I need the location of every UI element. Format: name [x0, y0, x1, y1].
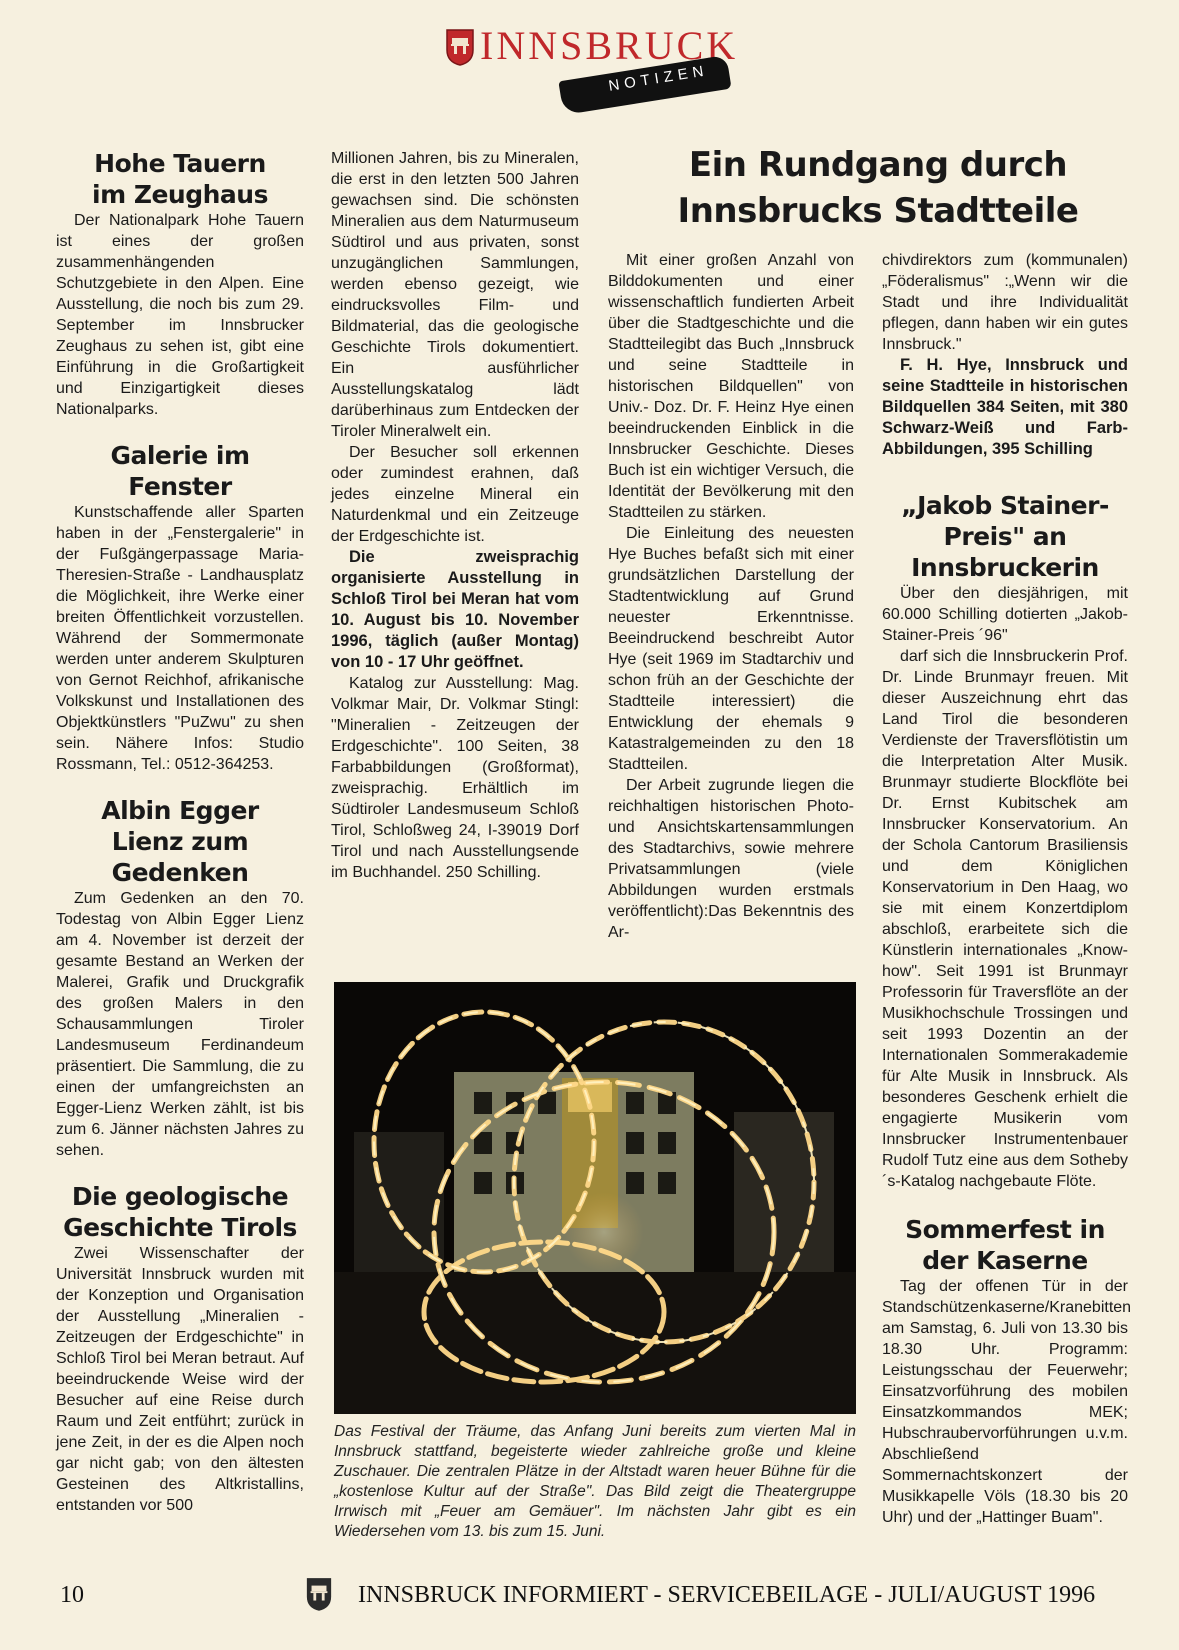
article-paragraph: Der Besucher soll erkennen oder zumindest erahnen, daß jedes einzelne Mineral ein Naturdenkmal und ein Zeitzeuge der Erdgeschichte ist. — [331, 444, 579, 545]
column-2 — [331, 148, 579, 883]
article-paragraph: darf sich die Innsbruckerin Prof. Dr. Linde Brunmayr freuen. Mit dieser Auszeichnung ehrt das Land Tirol die besonderen Verdienste der Traversflötistin um die Interpretation Alter Musik. Brunmayr studierte Blockflöte bei Dr. Ernst Kubitschek am Innsbrucker Konservatorium. An der Schola Cantorum Brasiliensis und dem Königlichen Konservatorium in Den Haag, wo sie mit einem Konzertdiplom abschloß, erarbeitete sich die Künstlerin internationales „Know-how". Seit 1991 ist Brunmayr Professorin für Traversflöte an der Musikhochschule Trossingen und seit 1993 Dozentin an der Internationalen Sommerakademie für Alte Musik in Innsbruck. Als besonderes Geschenk erhielt die engagierte Musikerin vom Innsbrucker Instrumentenbauer Rudolf Tutz eine aus dem Sotheby´s-Katalog nachgebaute Flöte. — [882, 648, 1128, 1190]
heading-line: der Kaserne — [922, 1246, 1088, 1275]
article-highlight: F. H. Hye, Innsbruck und seine Stadtteile in historischen Bildquellen 384 Seiten, mit 380 Schwarz-Weiß und Farb-Abbildungen, 395 Schilling — [882, 356, 1128, 458]
innsbruck-coat-of-arms-icon — [445, 28, 475, 66]
column-4 — [882, 250, 1132, 1528]
fire-performance-image — [334, 982, 856, 1414]
heading-line: Lienz zum — [111, 827, 249, 856]
article-paragraph: Zwei Wissenschafter der Universität Innsbruck wurden mit der Konzeption und Organisation der Ausstellung „Mineralien - Zeitzeugen der Erdgeschichte" in Schloß Tirol bei Meran betraut. Auf beeindruckende Weise wird der Besucher auf eine Reise durch Raum und Zeit entführt; zurück in jene Zeit, in der es die Alpen noch gar nicht gab; von den ältesten Gesteinen des Altkristallins, entstanden vor 500 — [56, 1245, 304, 1514]
article-jakob-stainer — [882, 583, 1128, 1192]
article-rundgang-part1 — [608, 250, 854, 943]
heading-jakob-stainer — [882, 490, 1128, 583]
heading-line: Die geologische — [71, 1182, 289, 1211]
photo-caption: Das Festival der Träume, das Anfang Juni bereits zum vierten Mal in Innsbruck stattfand, begeisterte wieder zahlreiche große und kleine Zuschauer. Die zentralen Plätze in der Altstadt waren heuer Bühne für die „kostenlose Kultur auf der Straße". Das Bild zeigt die Theatergruppe Irrwisch mit „Feuer am Gemäuer". Im nächsten Jahr gibt es ein Wiedersehen vom 13. bis zum 15. Juni. — [334, 1423, 856, 1540]
festival-photo — [334, 982, 856, 1414]
heading-galerie — [56, 440, 304, 502]
article-paragraph: Mit einer großen Anzahl von Bilddokumenten und einer wissenschaftlich fundierten Arbeit über die Stadtgeschichte und die Stadtteilegibt das Buch „Innsbruck und seine Stadtteile in historischen Bildquellen" von Univ.- Doz. Dr. F. Heinz Hye einen beeindruckenden Einblick in die Innsbrucker Geschichte. Dieses Buch ist ein wichtiger Versuch, die Identität der Bevölkerung mit den Stadtteilen zu stärken. — [608, 252, 854, 521]
article-geologische-part2 — [331, 148, 579, 883]
article-paragraph: Die Einleitung des neuesten Hye Buches befaßt sich mit einer grundsätzlichen Darstellung der Stadtentwicklung auf Grund neuester Erkenntnisse. Beeindruckend beschreibt Autor Hye (seit 1969 im Stadtarchiv und schon früh an der Geschichte der Stadtteile interessiert) die Entwicklung der ehemals 9 Katastralgemeinden zu den 18 Stadtteilen. — [608, 525, 854, 773]
article-sommerfest — [882, 1276, 1132, 1528]
column-1 — [56, 148, 304, 1516]
heading-line: Sommerfest in — [905, 1215, 1105, 1244]
heading-line: Geschichte Tirols — [63, 1213, 297, 1242]
rundgang-heading-block — [608, 142, 1148, 234]
article-geologische-part1 — [56, 1243, 304, 1516]
heading-line: Hohe Tauern — [94, 149, 266, 178]
heading-hohe-tauern — [56, 148, 304, 210]
article-highlight: Die zweisprachig organisierte Ausstellung in Schloß Tirol bei Meran hat vom 10. August bis 10. November 1996, täglich (außer Montag) von 10 - 17 Uhr geöffnet. — [331, 548, 579, 671]
heading-line: Innsbruckerin — [911, 553, 1099, 582]
masthead — [440, 22, 740, 112]
article-paragraph: Zum Gedenken an den 70. Todestag von Albin Egger Lienz am 4. November ist derzeit der gesamte Bestand an Werken der Malerei, Grafik und Druckgrafik des großen Malers in den Schausammlungen Tiroler Landesmuseum Ferdinandeum präsentiert. Die Sammlung, die zu einen der umfangreichsten an Egger-Lienz Werken zählt, ist bis zum 6. Jänner nächsten Jahres zu sehen. — [56, 890, 304, 1159]
heading-geologische — [56, 1181, 304, 1243]
masthead-subtitle: NOTIZEN — [607, 62, 710, 95]
article-paragraph: Tag der offenen Tür in der Standschützenkaserne/Kranebitten am Samstag, 6. Juli von 13.30 bis 18.30 Uhr. Programm: Leistungsschau der Feuerwehr; Einsatzvorführung des mobilen Einsatzkommandos MEK; Hubschraubervorführungen u.v.m. Abschließend Sommernachtskonzert der Musikkapelle Völs (18.30 bis 20 Uhr) und der „Hattinger Buam". — [882, 1278, 1132, 1526]
heading-albin-egger — [56, 795, 304, 888]
article-galerie — [56, 502, 304, 775]
heading-line: Albin Egger — [101, 796, 259, 825]
heading-line: Innsbrucks Stadtteile — [677, 191, 1079, 231]
article-paragraph: Der Nationalpark Hohe Tauern ist eines der großen zusammenhängenden Schutzgebiete in den Alpen. Eine Ausstellung, die noch bis zum 29. September im Innsbrucker Zeughaus zu sehen ist, gibt eine Einführung in die Großartigkeit und Einzigartigkeit dieses Nationalparks. — [56, 212, 304, 418]
masthead-title: INNSBRUCK — [480, 23, 739, 68]
heading-line: Preis" an — [943, 522, 1067, 551]
article-rundgang-part2 — [882, 250, 1128, 460]
heading-sommerfest — [882, 1214, 1128, 1276]
heading-line: im Zeughaus — [92, 180, 268, 209]
publication-footer: INNSBRUCK INFORMIERT - SERVICEBEILAGE - JULI/AUGUST 1996 — [358, 1582, 1096, 1608]
innsbruck-coat-of-arms-icon — [305, 1576, 333, 1612]
article-paragraph: Der Arbeit zugrunde liegen die reichhaltigen historischen Photo- und Ansichtskartensammlungen des Stadtarchivs, sowie mehrere Privatsammlungen (viele Abbildungen wurden erstmals veröffentlicht):Das Bekenntnis des Ar- — [608, 777, 854, 941]
heading-rundgang — [608, 142, 1148, 234]
heading-line: Ein Rundgang durch — [688, 145, 1068, 185]
article-paragraph: chivdirektors zum (kommunalen) „Föderalismus" :„Wenn wir die Stadt und ihre Individualität pflegen, dann haben wir ein gutes Innsbruck." — [882, 252, 1128, 353]
heading-line: Gedenken — [111, 858, 249, 887]
article-albin-egger — [56, 888, 304, 1161]
heading-line: Galerie im Fenster — [110, 441, 250, 501]
article-paragraph: Über den diesjährigen, mit 60.000 Schilling dotierten „Jakob-Stainer-Preis ´96" — [882, 585, 1128, 644]
heading-line: „Jakob Stainer- — [901, 491, 1109, 520]
article-paragraph: Millionen Jahren, bis zu Mineralen, die erst in den letzten 500 Jahren gewachsen sind. Die schönsten Mineralien aus dem Naturmuseum Südtirol und aus privaten, sonst unzugänglichen Sammlungen, werden ebenso gezeigt, wie eindrucksvolles Film- und Bildmaterial, das die geologische Geschichte Tirols dokumentiert. Ein ausführlicher Ausstellungskatalog lädt darüberhinaus zum Entdecken der Tiroler Mineralwelt ein. — [331, 150, 579, 440]
article-paragraph: Katalog zur Ausstellung: Mag. Volkmar Mair, Dr. Volkmar Stingl: "Mineralien - Zeitzeugen der Erdgeschichte". 100 Seiten, 38 Farbabbildungen (Großformat), zweisprachig. Erhältlich im Südtiroler Landesmuseum Schloß Tirol, Schloßweg 24, I-39019 Dorf Tirol und nach Ausstellungsende im Buchhandel. 250 Schilling. — [331, 675, 579, 881]
article-hohe-tauern — [56, 210, 304, 420]
column-3 — [608, 250, 854, 943]
page-number: 10 — [60, 1582, 84, 1608]
article-paragraph: Kunstschaffende aller Sparten haben in der „Fenstergalerie" in der Fußgängerpassage Maria-Theresien-Straße - Landhausplatz die Möglichkeit, ihre Werke einer breiten Öffentlichkeit vorzustellen. Während der Sommermonate werden unter anderem Skulpturen von Gernot Reichhof, afrikanische Volkskunst und Installationen des Objektkünstlers "PuZwu" zu shen sein. Nähere Infos: Studio Rossmann, Tel.: 0512-364253. — [56, 504, 304, 773]
